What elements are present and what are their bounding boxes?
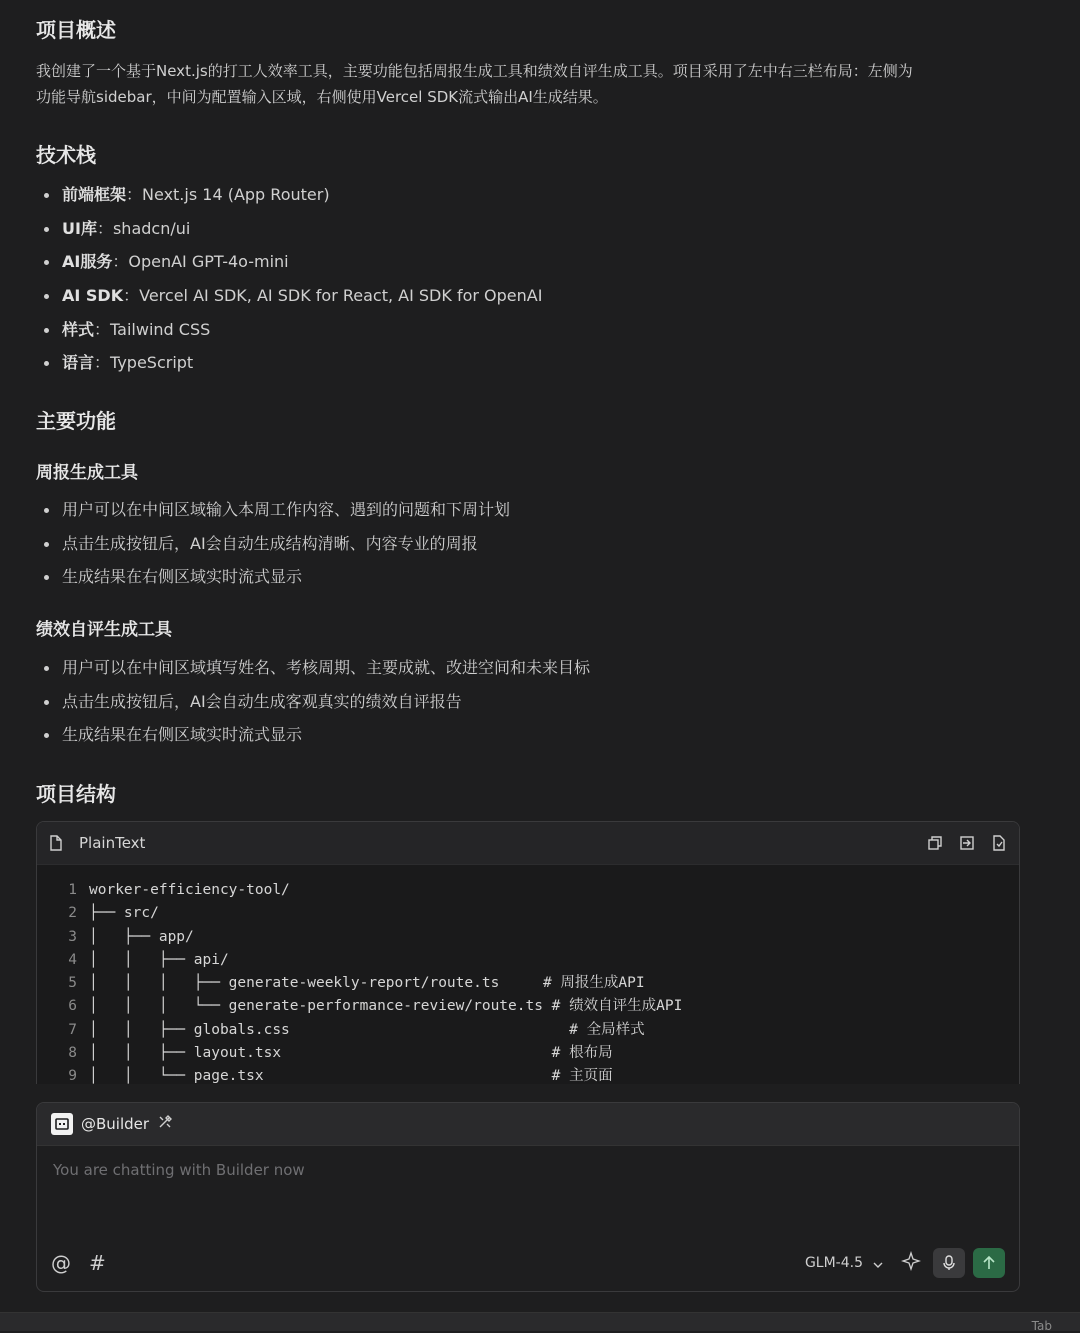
- apply-icon[interactable]: [991, 835, 1007, 851]
- code-line: 6 │ │ │ └── generate-performance-review/route.ts # 绩效自评生成API: [68, 998, 683, 1015]
- review-tool-list: [36, 657, 590, 758]
- insert-icon[interactable]: [959, 835, 975, 851]
- heading-overview: 项目概述: [36, 18, 116, 42]
- agent-name[interactable]: @Builder: [81, 1115, 150, 1133]
- code-line: 9 │ │ └── page.tsx # 主页面: [68, 1068, 613, 1084]
- context-button[interactable]: #: [89, 1251, 106, 1275]
- code-line: 8 │ │ ├── layout.tsx # 根布局: [68, 1045, 613, 1062]
- heading-review-tool: 绩效自评生成工具: [36, 620, 172, 640]
- list-item: 语言：TypeScript: [36, 352, 542, 386]
- chevron-down-icon[interactable]: [873, 1254, 883, 1273]
- list-item: 前端框架：Next.js 14 (App Router): [36, 184, 542, 218]
- code-line: 5 │ │ │ ├── generate-weekly-report/route.ts # 周报生成API: [68, 975, 645, 992]
- weekly-tool-list: [36, 499, 510, 600]
- chat-right-tools: [805, 1248, 1005, 1278]
- file-icon: [49, 835, 63, 851]
- list-item: 生成结果在右侧区域实时流式显示: [36, 566, 510, 600]
- send-button[interactable]: [973, 1248, 1005, 1278]
- list-item: 样式：Tailwind CSS: [36, 319, 542, 353]
- heading-weekly-tool: 周报生成工具: [36, 463, 138, 483]
- code-block: [36, 821, 1020, 1084]
- code-line: 3 │ ├── app/: [68, 928, 194, 945]
- sparkle-icon[interactable]: [901, 1251, 921, 1275]
- chat-panel: [36, 1102, 1020, 1292]
- chat-agent-bar: [37, 1103, 1019, 1146]
- builder-agent-icon: [51, 1113, 73, 1135]
- code-body: [37, 865, 1019, 1084]
- list-item: UI库：shadcn/ui: [36, 218, 542, 252]
- heading-tech-stack: 技术栈: [36, 143, 96, 167]
- chat-actions: [37, 1247, 1019, 1279]
- list-item: AI SDK：Vercel AI SDK, AI SDK for React, AI SDK for OpenAI: [36, 285, 542, 319]
- tab-hint: Tab: [1031, 1319, 1052, 1333]
- heading-features: 主要功能: [36, 409, 116, 433]
- list-item: 用户可以在中间区域输入本周工作内容、遇到的问题和下周计划: [36, 499, 510, 533]
- code-line: 2 ├── src/: [68, 905, 159, 922]
- code-line: 7 │ │ ├── globals.css # 全局样式: [68, 1021, 645, 1038]
- code-language-label: PlainText: [79, 834, 146, 852]
- chat-input[interactable]: You are chatting with Builder now: [53, 1161, 305, 1179]
- code-line: 4 │ │ ├── api/: [68, 951, 229, 968]
- overview-paragraph: 我创建了一个基于Next.js的打工人效率工具，主要功能包括周报生成工具和绩效自评生成工具。项目采用了左中右三栏布局：左侧为 功能导航sidebar，中间为配置输入区域，右侧使用Vercel SDK流式输出AI生成结果。: [36, 62, 913, 106]
- copy-icon[interactable]: [927, 835, 943, 851]
- list-item: 用户可以在中间区域填写姓名、考核周期、主要成就、改进空间和未来目标: [36, 657, 590, 691]
- code-block-header: [37, 822, 1019, 865]
- mention-button[interactable]: @: [51, 1251, 71, 1275]
- tech-stack-list: [36, 184, 542, 386]
- list-item: AI服务：OpenAI GPT-4o-mini: [36, 251, 542, 285]
- heading-structure: 项目结构: [36, 782, 116, 806]
- list-item: 点击生成按钮后，AI会自动生成客观真实的绩效自评报告: [36, 691, 590, 725]
- list-item: 生成结果在右侧区域实时流式显示: [36, 724, 590, 758]
- model-select[interactable]: GLM-4.5: [804, 1255, 863, 1271]
- mic-button[interactable]: [933, 1248, 965, 1278]
- code-toolbar: [927, 835, 1007, 851]
- tools-icon[interactable]: [157, 1114, 173, 1134]
- code-line: 1 worker-efficiency-tool/: [68, 882, 290, 898]
- status-bar: [0, 1312, 1080, 1331]
- list-item: 点击生成按钮后，AI会自动生成结构清晰、内容专业的周报: [36, 533, 510, 567]
